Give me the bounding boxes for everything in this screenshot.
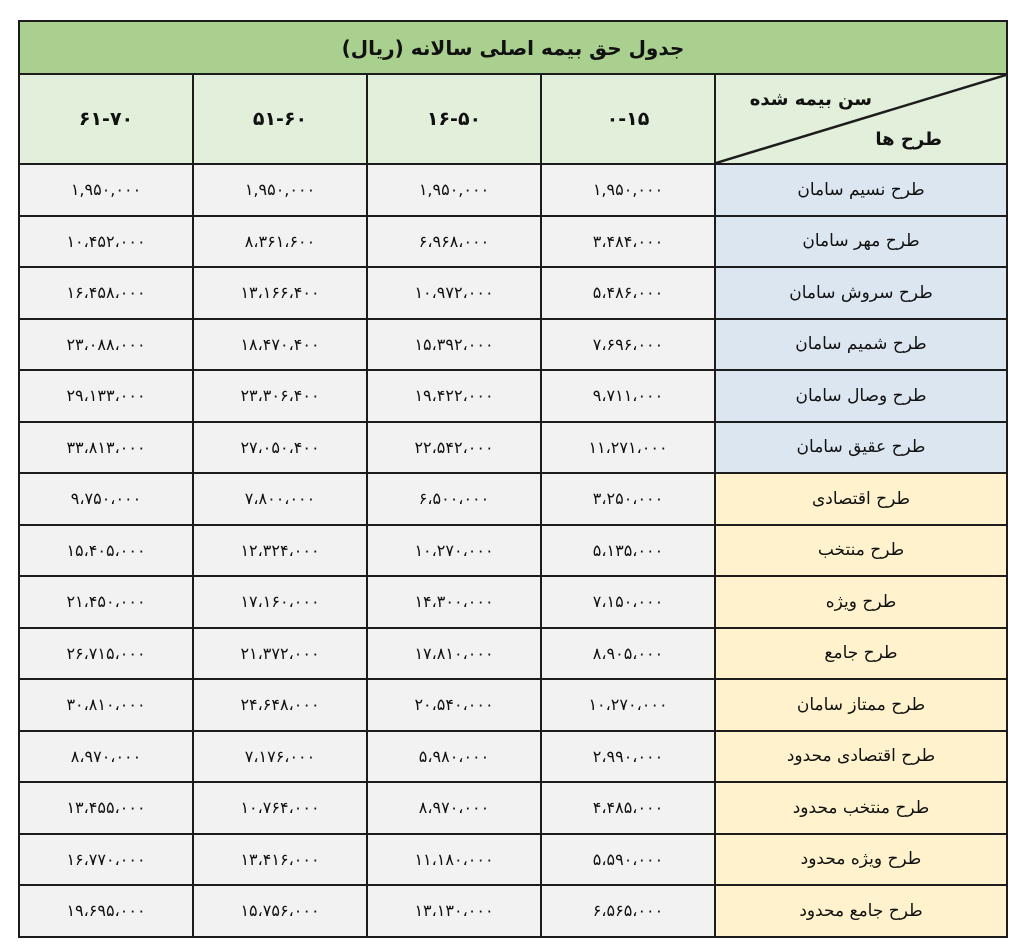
- plan-name-cell: طرح جامع محدود: [715, 885, 1007, 937]
- premium-cell: ۱۳،۱۶۶،۴۰۰: [193, 267, 367, 319]
- corner-label-plans: طرح ها: [875, 129, 942, 150]
- table-row: [19, 628, 1007, 680]
- premium-cell: ۲۳،۳۰۶،۴۰۰: [193, 370, 367, 422]
- table-row: [19, 319, 1007, 371]
- premium-cell: ۱۰،۲۷۰،۰۰۰: [367, 525, 541, 577]
- plan-name-cell: طرح منتخب: [715, 525, 1007, 577]
- premium-cell: ۹،۷۵۰،۰۰۰: [19, 473, 193, 525]
- table-row: [19, 267, 1007, 319]
- premium-cell: ۲۲،۵۴۲،۰۰۰: [367, 422, 541, 474]
- premium-table: [18, 20, 1008, 938]
- premium-cell: ۷،۶۹۶،۰۰۰: [541, 319, 715, 371]
- premium-cell: ۱۰،۷۶۴،۰۰۰: [193, 782, 367, 834]
- table-row: [19, 164, 1007, 216]
- premium-cell: ۷،۸۰۰،۰۰۰: [193, 473, 367, 525]
- premium-cell: ۴،۴۸۵،۰۰۰: [541, 782, 715, 834]
- premium-cell: ۳۳،۸۱۳،۰۰۰: [19, 422, 193, 474]
- table-title: جدول حق بیمه اصلی سالانه (ریال): [19, 21, 1007, 74]
- plan-name-cell: طرح اقتصادی: [715, 473, 1007, 525]
- premium-cell: ۷،۱۷۶،۰۰۰: [193, 731, 367, 783]
- premium-cell: ۲،۹۹۰،۰۰۰: [541, 731, 715, 783]
- premium-cell: ۱,۹۵۰,۰۰۰: [541, 164, 715, 216]
- plan-name-cell: طرح مهر سامان: [715, 216, 1007, 268]
- table-row: [19, 782, 1007, 834]
- plan-name-cell: طرح ممتاز سامان: [715, 679, 1007, 731]
- age-group-header: ۱۶-۵۰: [367, 74, 541, 164]
- premium-cell: ۹،۷۱۱،۰۰۰: [541, 370, 715, 422]
- premium-cell: ۳،۴۸۴،۰۰۰: [541, 216, 715, 268]
- premium-cell: ۲۱،۳۷۲،۰۰۰: [193, 628, 367, 680]
- premium-cell: ۲۹،۱۳۳،۰۰۰: [19, 370, 193, 422]
- age-group-header: ۶۱-۷۰: [19, 74, 193, 164]
- premium-cell: ۲۴،۶۴۸،۰۰۰: [193, 679, 367, 731]
- premium-cell: ۱۳،۱۳۰،۰۰۰: [367, 885, 541, 937]
- plan-name-cell: طرح وصال سامان: [715, 370, 1007, 422]
- corner-header-box: [716, 75, 1006, 163]
- premium-cell: ۱۲،۳۲۴،۰۰۰: [193, 525, 367, 577]
- table-row: [19, 679, 1007, 731]
- plan-name-cell: طرح ویژه: [715, 576, 1007, 628]
- premium-cell: ۱۹،۶۹۵،۰۰۰: [19, 885, 193, 937]
- premium-cell: ۵،۱۳۵،۰۰۰: [541, 525, 715, 577]
- premium-cell: ۱۳،۴۱۶،۰۰۰: [193, 834, 367, 886]
- premium-cell: ۵،۹۸۰،۰۰۰: [367, 731, 541, 783]
- premium-cell: ۸،۹۷۰،۰۰۰: [367, 782, 541, 834]
- premium-cell: ۱۷،۱۶۰،۰۰۰: [193, 576, 367, 628]
- plan-name-cell: طرح نسیم سامان: [715, 164, 1007, 216]
- title-row: [19, 21, 1007, 74]
- premium-cell: ۵،۴۸۶،۰۰۰: [541, 267, 715, 319]
- premium-cell: ۱۵،۴۰۵،۰۰۰: [19, 525, 193, 577]
- plan-name-cell: طرح جامع: [715, 628, 1007, 680]
- header-row: [19, 74, 1007, 164]
- plan-name-cell: طرح سروش سامان: [715, 267, 1007, 319]
- table-row: [19, 731, 1007, 783]
- premium-cell: ۲۷،۰۵۰،۴۰۰: [193, 422, 367, 474]
- table-row: [19, 370, 1007, 422]
- table-row: [19, 422, 1007, 474]
- premium-cell: ۵،۵۹۰،۰۰۰: [541, 834, 715, 886]
- premium-cell: ۱۳،۴۵۵،۰۰۰: [19, 782, 193, 834]
- premium-cell: ۱۴،۳۰۰،۰۰۰: [367, 576, 541, 628]
- premium-cell: ۸،۳۶۱،۶۰۰: [193, 216, 367, 268]
- plan-name-cell: طرح عقیق سامان: [715, 422, 1007, 474]
- premium-cell: ۶،۵۶۵،۰۰۰: [541, 885, 715, 937]
- premium-cell: ۳،۲۵۰،۰۰۰: [541, 473, 715, 525]
- corner-header-cell: [715, 74, 1007, 164]
- premium-cell: ۲۱،۴۵۰،۰۰۰: [19, 576, 193, 628]
- table-row: [19, 834, 1007, 886]
- premium-cell: ۱,۹۵۰,۰۰۰: [19, 164, 193, 216]
- plan-name-cell: طرح منتخب محدود: [715, 782, 1007, 834]
- age-group-header: ۰-۱۵: [541, 74, 715, 164]
- premium-cell: ۱۵،۷۵۶،۰۰۰: [193, 885, 367, 937]
- plan-name-cell: طرح شمیم سامان: [715, 319, 1007, 371]
- premium-cell: ۱۵،۳۹۲،۰۰۰: [367, 319, 541, 371]
- table-row: [19, 473, 1007, 525]
- premium-cell: ۱۰،۴۵۲،۰۰۰: [19, 216, 193, 268]
- table-row: [19, 216, 1007, 268]
- table-row: [19, 576, 1007, 628]
- premium-cell: ۱۹،۴۲۲،۰۰۰: [367, 370, 541, 422]
- plan-name-cell: طرح اقتصادی محدود: [715, 731, 1007, 783]
- premium-cell: ۶،۹۶۸،۰۰۰: [367, 216, 541, 268]
- premium-cell: ۱,۹۵۰,۰۰۰: [193, 164, 367, 216]
- plan-name-cell: طرح ویژه محدود: [715, 834, 1007, 886]
- premium-cell: ۱۶،۴۵۸،۰۰۰: [19, 267, 193, 319]
- table-row: [19, 525, 1007, 577]
- table-row: [19, 885, 1007, 937]
- premium-cell: ۱۰،۹۷۲،۰۰۰: [367, 267, 541, 319]
- premium-cell: ۱۱،۱۸۰،۰۰۰: [367, 834, 541, 886]
- premium-cell: ۱۶،۷۷۰،۰۰۰: [19, 834, 193, 886]
- premium-cell: ۱۰،۲۷۰،۰۰۰: [541, 679, 715, 731]
- premium-cell: ۸،۹۷۰،۰۰۰: [19, 731, 193, 783]
- premium-cell: ۲۶،۷۱۵،۰۰۰: [19, 628, 193, 680]
- premium-cell: ۱,۹۵۰,۰۰۰: [367, 164, 541, 216]
- premium-cell: ۶،۵۰۰،۰۰۰: [367, 473, 541, 525]
- premium-cell: ۳۰،۸۱۰،۰۰۰: [19, 679, 193, 731]
- age-group-header: ۵۱-۶۰: [193, 74, 367, 164]
- premium-cell: ۸،۹۰۵،۰۰۰: [541, 628, 715, 680]
- premium-cell: ۲۰،۵۴۰،۰۰۰: [367, 679, 541, 731]
- premium-cell: ۱۱،۲۷۱،۰۰۰: [541, 422, 715, 474]
- corner-label-age: سن بیمه شده: [749, 89, 872, 110]
- premium-cell: ۱۷،۸۱۰،۰۰۰: [367, 628, 541, 680]
- premium-cell: ۱۸،۴۷۰،۴۰۰: [193, 319, 367, 371]
- premium-cell: ۲۳،۰۸۸،۰۰۰: [19, 319, 193, 371]
- premium-cell: ۷،۱۵۰،۰۰۰: [541, 576, 715, 628]
